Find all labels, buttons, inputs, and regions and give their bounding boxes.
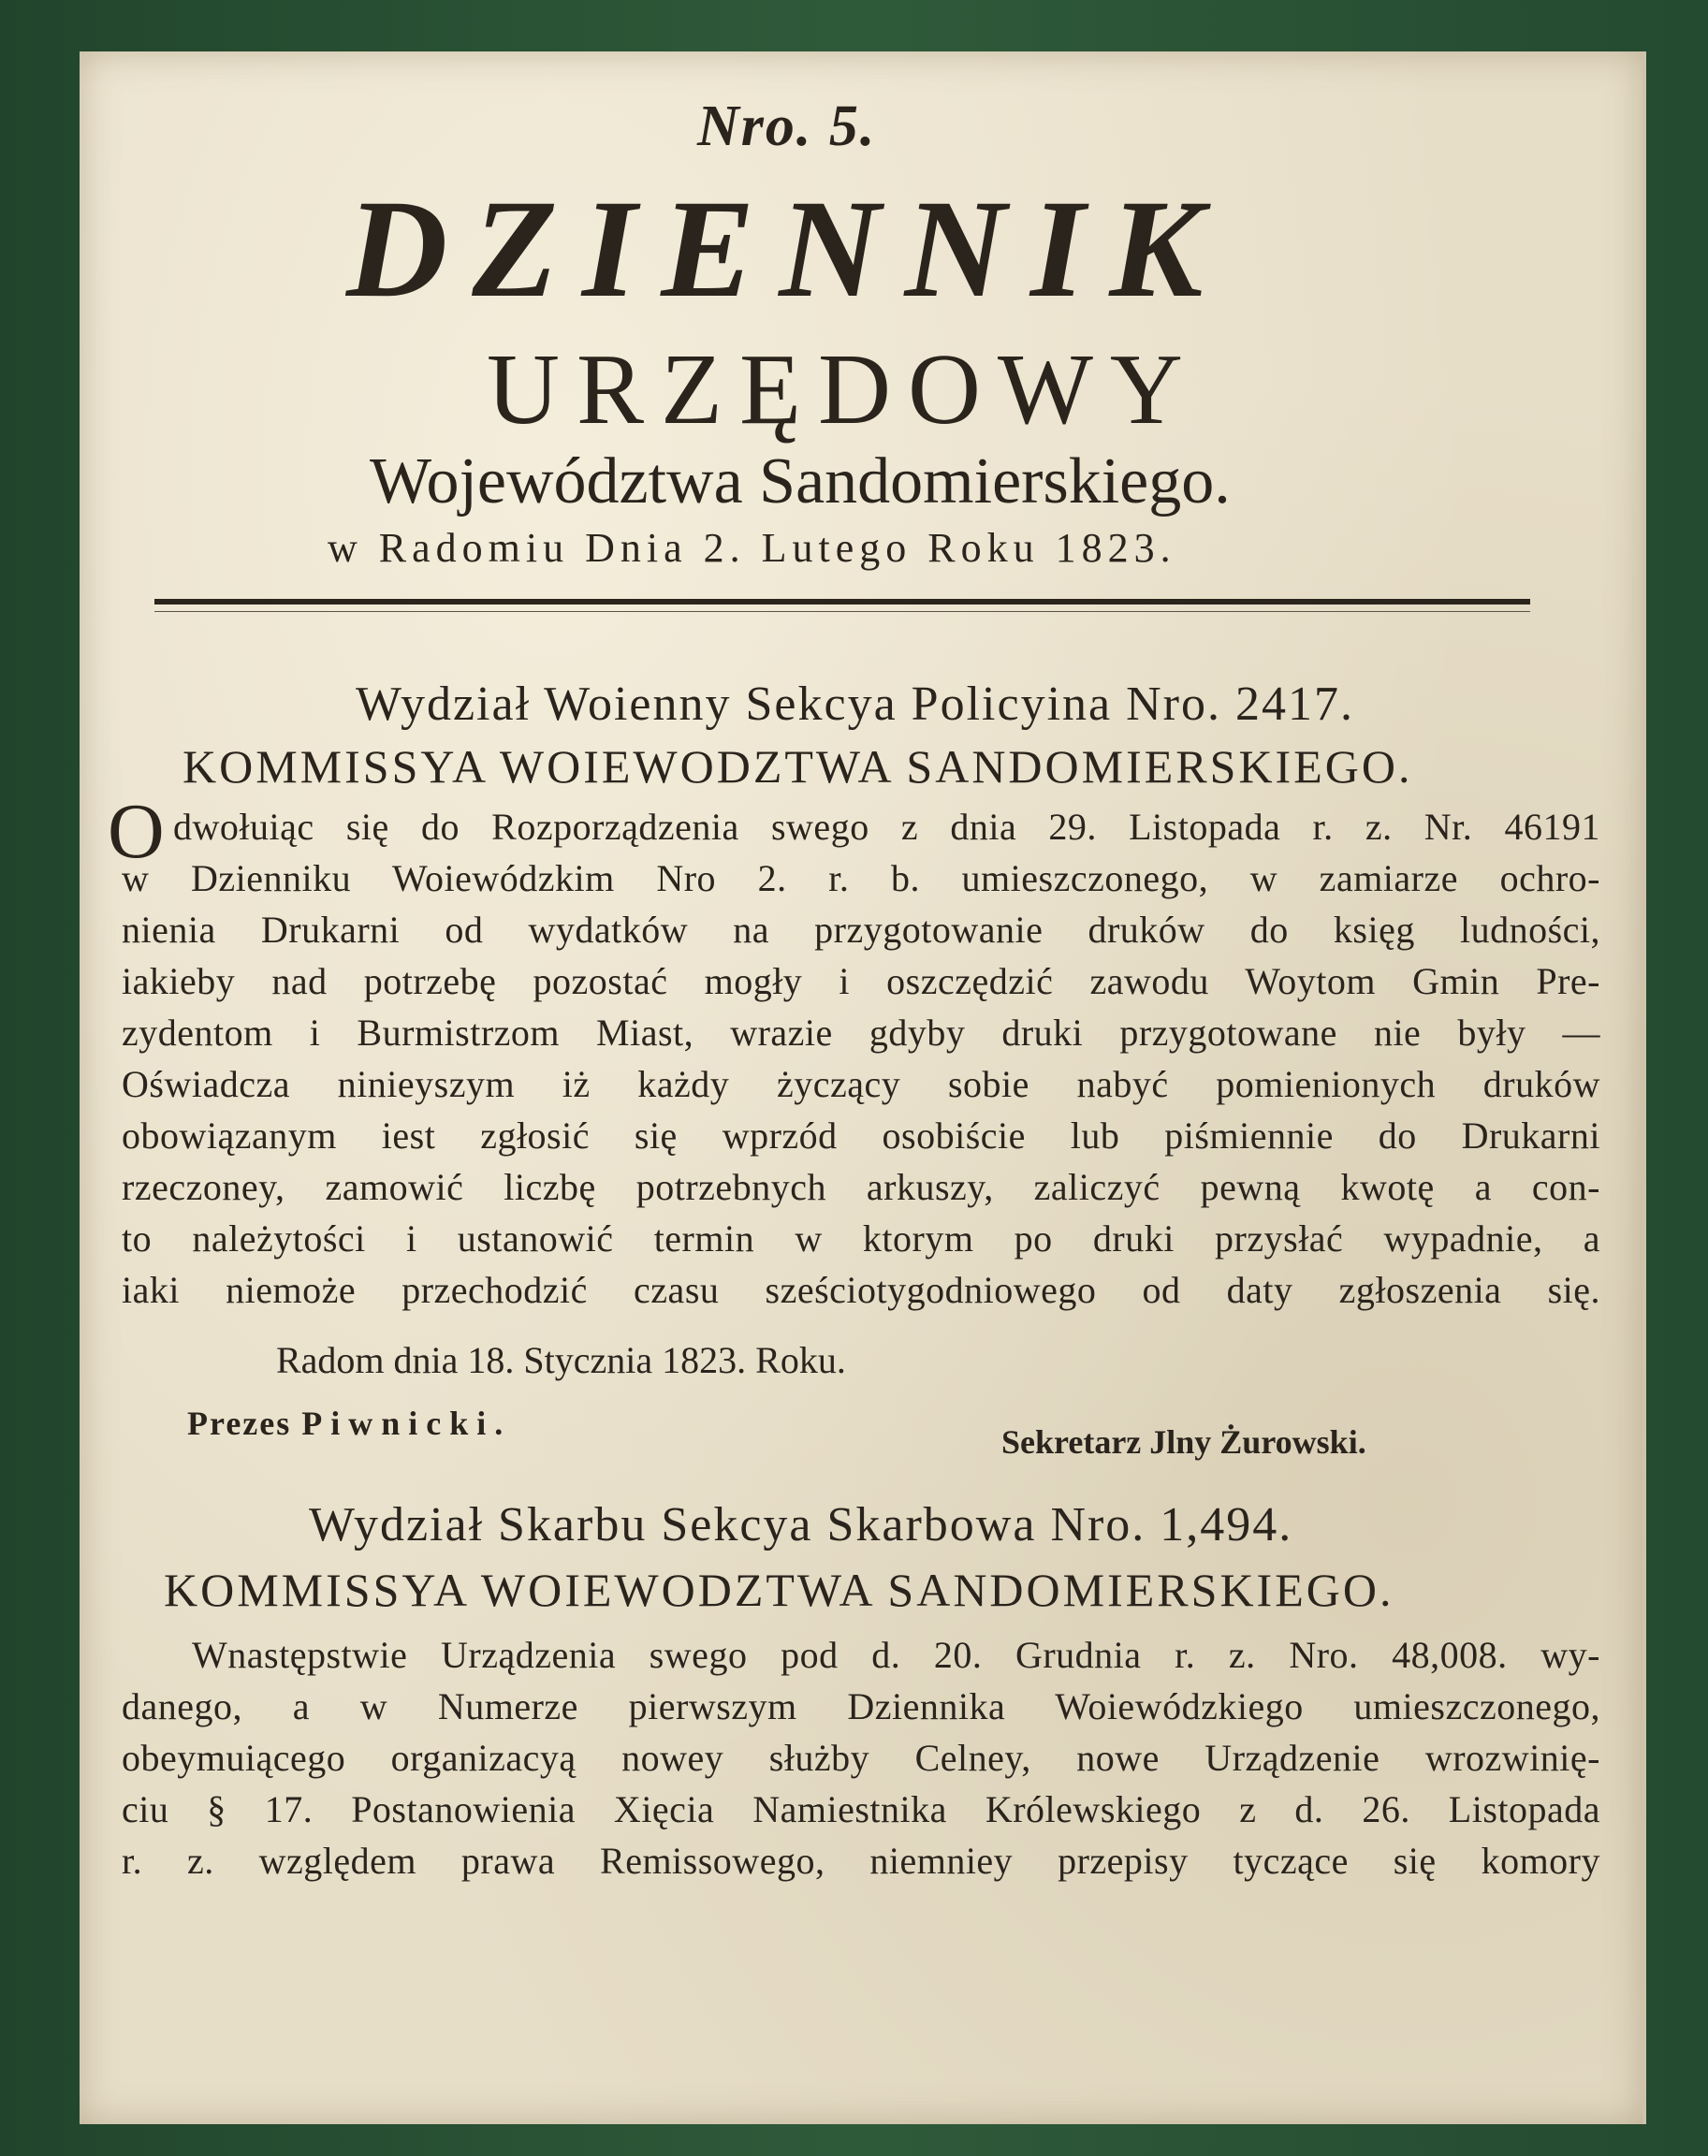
section1-line: to należytości i ustanowić termin w ktorym po druki przysłać wypadnie, a	[122, 1217, 1600, 1260]
section2-heading: Wydział Skarbu Sekcya Skarbowa Nro. 1,494.	[309, 1498, 1293, 1551]
section2-commission: KOMMISSYA WOIEWODZTWA SANDOMIERSKIEGO.	[164, 1564, 1394, 1616]
section1-commission: KOMMISSYA WOIEWODZTWA SANDOMIERSKIEGO.	[182, 740, 1413, 793]
section1-line: iaki niemoże przechodzić czasu sześciotygodniowego od daty zgłoszenia się.	[122, 1269, 1600, 1311]
section1-line: zydentom i Burmistrzom Miast, wrazie gdyby druki przygotowane nie były —	[122, 1012, 1600, 1054]
signature-president	[187, 1404, 511, 1443]
section1-line: w Dzienniku Woiewódzkim Nro 2. r. b. umieszczonego, w zamiarze ochro-	[122, 857, 1600, 899]
section1-line: Oświadcza ninieyszym iż każdy życzący sobie nabyć pomienionych druków	[122, 1063, 1600, 1105]
dateline: w Radomiu Dnia 2. Lutego Roku 1823.	[328, 525, 1176, 571]
section2-line: ciu § 17. Postanowienia Xięcia Namiestnika Królewskiego z d. 26. Listopada	[122, 1788, 1600, 1830]
newspaper-subtitle: URZĘDOWY	[487, 334, 1200, 445]
section1-line: dwołuiąc się do Rozporządzenia swego z dnia 29. Listopada r. z. Nr. 46191	[173, 806, 1600, 848]
signature-president-name: Piwnicki.	[301, 1405, 512, 1442]
newspaper-title: DZIENNIK	[346, 171, 1228, 327]
masthead-rule	[154, 599, 1530, 605]
issue-number: Nro. 5.	[697, 95, 877, 158]
section2-line: obeymuiącego organizacyą nowey służby Celney, nowe Urządzenie wrozwinię-	[122, 1737, 1600, 1779]
signature-president-title: Prezes	[187, 1405, 292, 1442]
province-line: Województwa Sandomierskiego.	[370, 445, 1231, 517]
masthead-rule-thin	[154, 611, 1530, 612]
section1-line: obowiązanym iest zgłosić się wprzód osobiście lub piśmiennie do Drukarni	[122, 1114, 1600, 1157]
section1-date: Radom dnia 18. Stycznia 1823. Roku.	[276, 1339, 846, 1381]
section1-line: nienia Drukarni od wydatków na przygotowanie druków do księg ludności,	[122, 909, 1600, 951]
section1-dropcap: O	[108, 788, 165, 875]
signature-secretary: Sekretarz Jlny Żurowski.	[1001, 1423, 1366, 1461]
section2-line: r. z. względem prawa Remissowego, niemniey przepisy tyczące się komory	[122, 1840, 1600, 1882]
section2-line: danego, a w Numerze pierwszym Dziennika Woiewódzkiego umieszczonego,	[122, 1685, 1600, 1727]
section1-heading: Wydział Woienny Sekcya Policyina Nro. 2417.	[356, 677, 1354, 731]
section1-line: iakieby nad potrzebę pozostać mogły i oszczędzić zawodu Woytom Gmin Pre-	[122, 960, 1600, 1002]
document-page	[80, 51, 1642, 2124]
section2-line: Wnastępstwie Urządzenia swego pod d. 20. Grudnia r. z. Nro. 48,008. wy-	[192, 1634, 1600, 1676]
section1-line: rzeczoney, zamowić liczbę potrzebnych arkuszy, zaliczyć pewną kwotę a con-	[122, 1166, 1600, 1208]
